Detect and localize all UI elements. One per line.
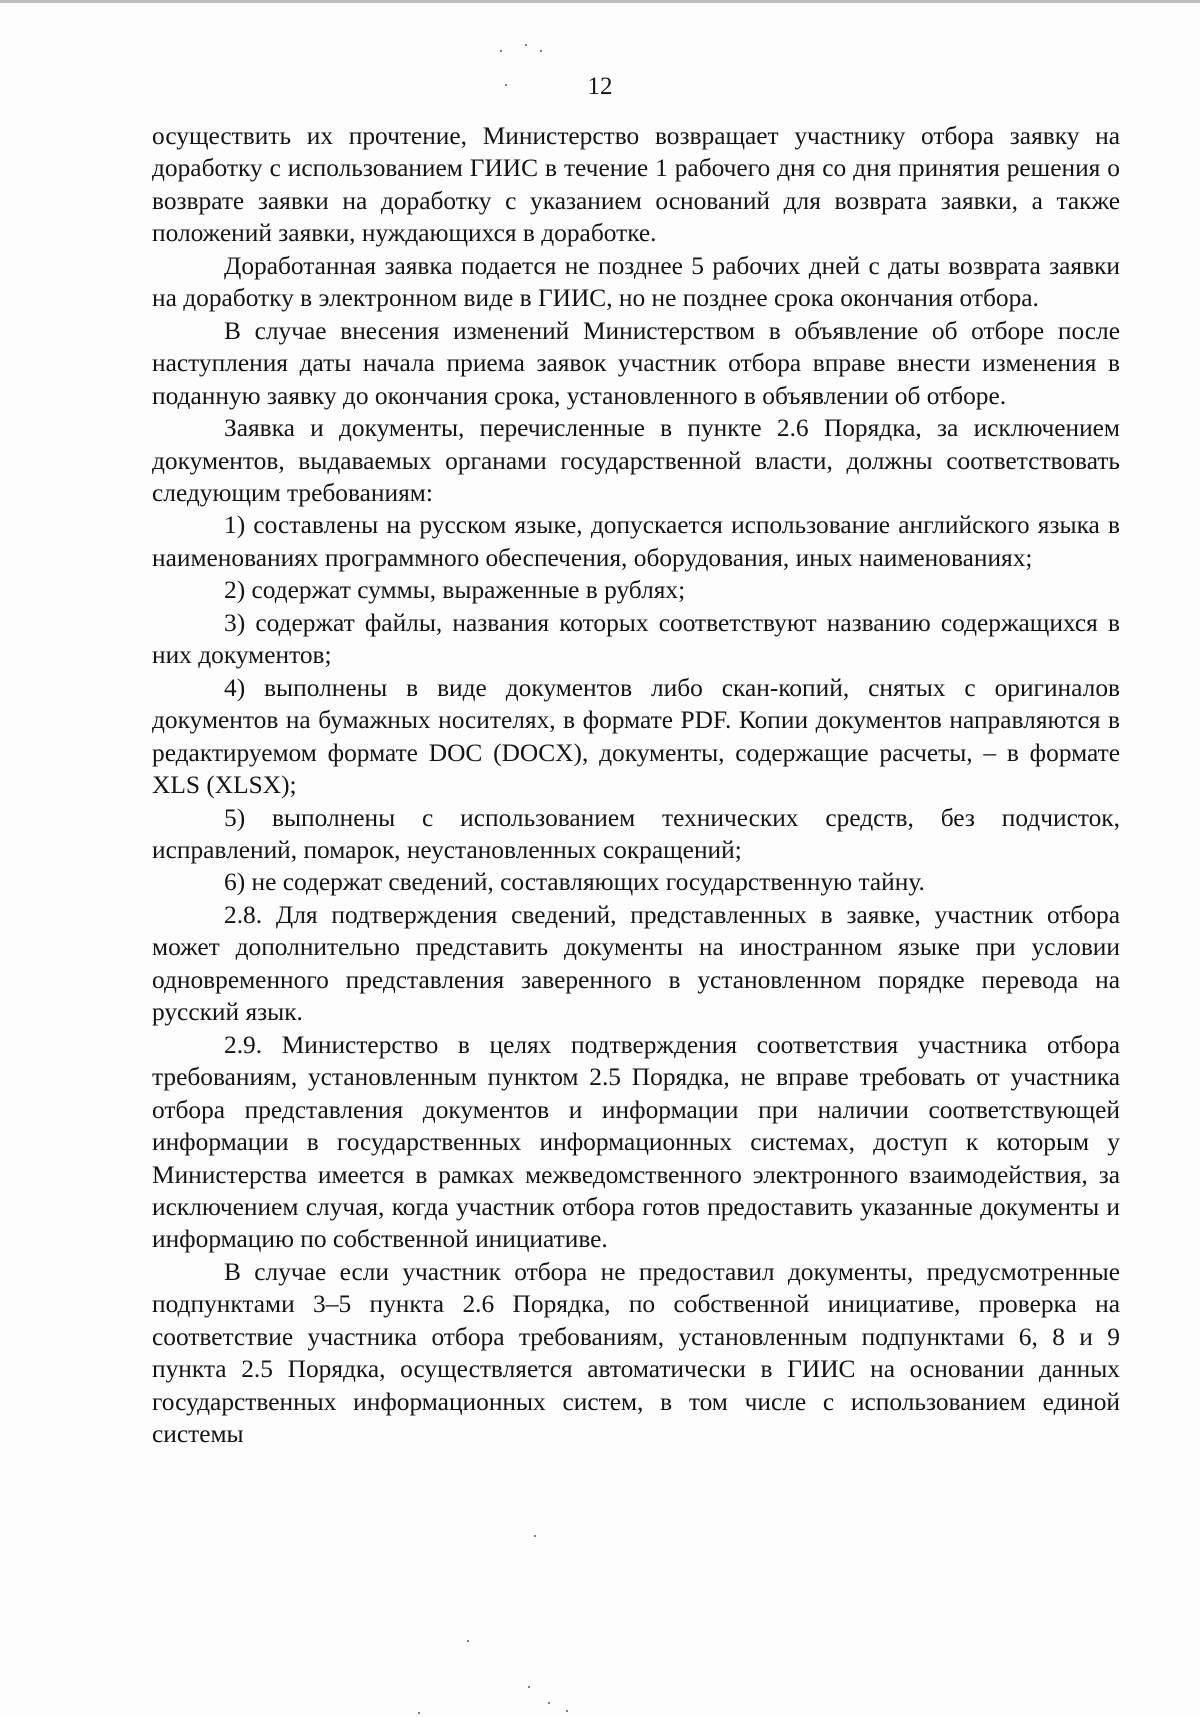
scan-speck — [500, 50, 502, 52]
document-paragraph: Доработанная заявка подается не позднее 5 рабочих дней с даты возврата заявки на доработку в электронном виде в ГИИС, но не позднее срока окончания отбора. — [152, 251, 1120, 313]
scan-speck — [505, 84, 507, 86]
page-top-edge — [0, 0, 1200, 3]
scan-speck — [540, 50, 542, 52]
document-paragraph: 4) выполнены в виде документов либо скан-копий, снятых с оригиналов документов на бумажных носителях, в формате PDF. Копии документов направляются в редактируемом формате DOC (DOCX), документы, содержащие расчеты, – в формате XLS (XLSX); — [152, 673, 1120, 800]
scan-speck — [467, 1640, 469, 1642]
document-paragraph: 1) составлены на русском языке, допускается использование английского языка в наименованиях программного обеспечения, оборудования, иных наименованиях; — [152, 511, 1120, 572]
document-paragraph: В случае внесения изменений Министерством в объявление об отборе после наступления даты начала приема заявок участник отбора вправе внести изменения в поданную заявку до окончания срока, установленного в объявлении об отборе. — [152, 316, 1120, 410]
document-paragraph: 2.9. Министерство в целях подтверждения соответствия участника отбора требованиям, установленным пунктом 2.5 Порядка, не вправе требовать от участника отбора представления документов и информации при наличии соответствующей информации в государственных информационных системах, доступ к которым у Министерства имеется в рамках межведомственного электронного взаимодействия, за исключением случая, когда участник отбора готов предоставить указанные документы и информацию по собственной инициативе. — [152, 1030, 1120, 1254]
page-number: 12 — [587, 73, 613, 100]
document-paragraph: Заявка и документы, перечисленные в пункте 2.6 Порядка, за исключением документов, выдаваемых органами государственной власти, должны соответствовать следующим требованиям: — [152, 414, 1120, 507]
document-paragraph: 6) не содержат сведений, составляющих государственную тайну. — [224, 868, 925, 897]
document-paragraph: 2) содержат суммы, выраженные в рублях; — [224, 576, 686, 605]
document-paragraph: В случае если участник отбора не предоставил документы, предусмотренные подпунктами 3–5 пункта 2.6 Порядка, по собственной инициативе, проверка на соответствие участника отбора требованиям, установленным подпунктами 6, 8 и 9 пункта 2.5 Порядка, осуществляется автоматически в ГИИС на основании данных государственных информационных систем, в том числе с использованием единой системы — [152, 1257, 1120, 1449]
scan-speck — [418, 1712, 420, 1714]
document-paragraph: 3) содержат файлы, названия которых соответствуют названию содержащихся в них документов; — [152, 608, 1120, 670]
document-text-body — [152, 120, 1120, 1451]
scan-speck — [528, 1686, 530, 1688]
scan-speck — [548, 1702, 550, 1704]
scan-speck — [566, 1710, 568, 1712]
scan-speck — [534, 1535, 536, 1537]
scan-speck — [525, 44, 527, 46]
document-paragraph: осуществить их прочтение, Министерство возвращает участнику отбора заявку на доработку с использованием ГИИС в течение 1 рабочего дня со дня принятия решения о возврате заявки на доработку с указанием оснований для возврата заявки, а также положений заявки, нуждающихся в доработке. — [152, 122, 1120, 248]
document-paragraph: 2.8. Для подтверждения сведений, представленных в заявке, участник отбора может дополнительно представить документы на иностранном языке при условии одновременного представления заверенного в установленном порядке перевода на русский язык. — [152, 900, 1120, 1027]
document-paragraph: 5) выполнены с использованием технических средств, без подчисток, исправлений, помарок, неустановленных сокращений; — [152, 803, 1120, 864]
